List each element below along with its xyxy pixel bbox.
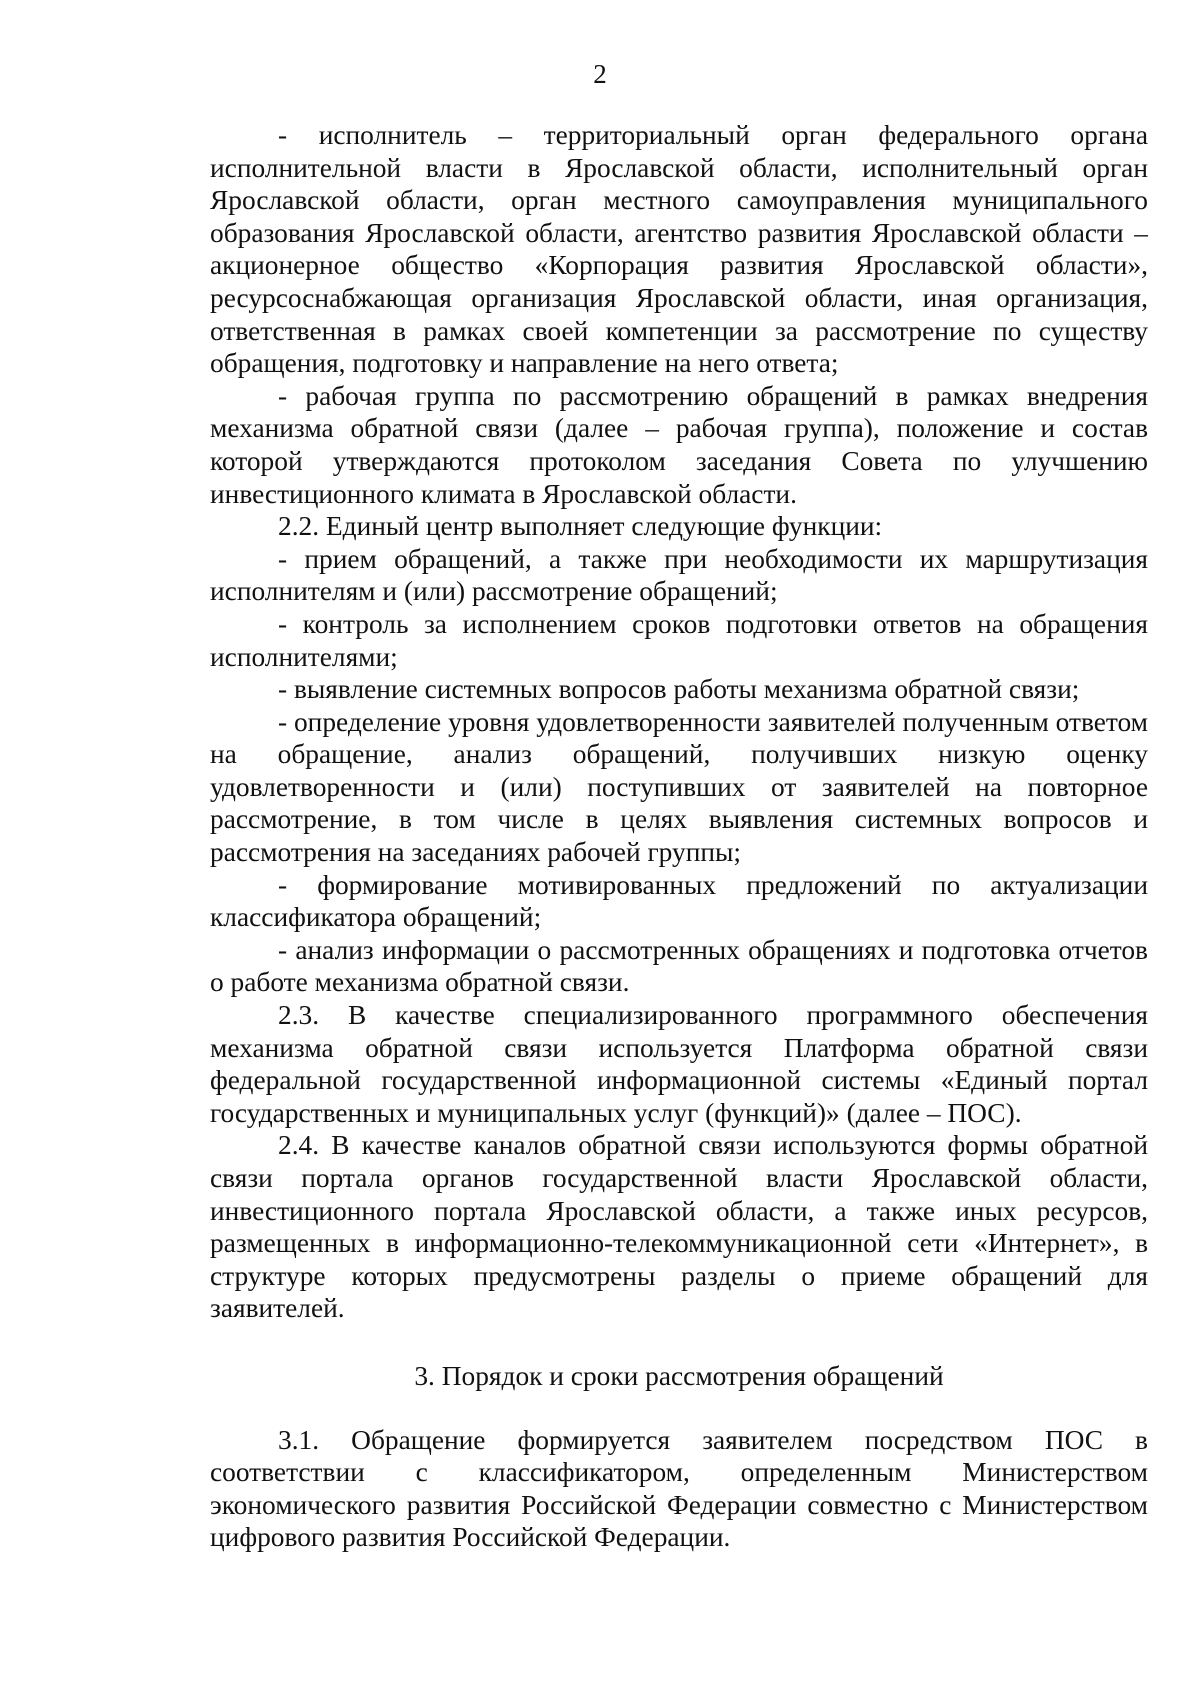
list-item-classifier-proposals: - формирование мотивированных предложений по актуализации классификатора обращений; <box>210 869 1148 933</box>
paragraph-working-group-definition: - рабочая группа по рассмотрению обращений в рамках внедрения механизма обратной связи (далее – рабочая группа), положение и состав которой утверждаются протоколом заседания Совета по улучшению инвестиционного климата в Ярославской области. <box>210 380 1148 509</box>
list-item-satisfaction-level: - определение уровня удовлетворенности заявителей полученным ответом на обращение, анализ обращений, получивших низкую оценку удовлетворенности и (или) поступивших от заявителей на повторное рассмотрение, в том числе в целях выявления системных вопросов и рассмотрения на заседаниях рабочей группы; <box>210 706 1148 868</box>
paragraph-2-2: 2.2. Единый центр выполняет следующие функции: <box>278 511 883 542</box>
document-body <box>210 119 1148 1554</box>
page-number: 2 <box>593 59 607 89</box>
list-item-receiving-appeals: - прием обращений, а также при необходимости их маршрутизация исполнителям и (или) рассмотрение обращений; <box>210 543 1148 607</box>
paragraph-3-1: 3.1. Обращение формируется заявителем посредством ПОС в соответствии с классификатором, определенным Министерством экономического развития Российской Федерации совместно с Министерством цифрового развития Российской Федерации. <box>210 1424 1148 1553</box>
list-item-systemic-issues: - выявление системных вопросов работы механизма обратной связи; <box>278 674 1080 705</box>
paragraph-2-3: 2.3. В качестве специализированного программного обеспечения механизма обратной связи используется Платформа обратной связи федеральной государственной информационной системы «Единый портал государственных и муниципальных услуг (функций)» (далее – ПОС). <box>210 1000 1148 1128</box>
list-item-analysis-reports: - анализ информации о рассмотренных обращениях и подготовка отчетов о работе механизма обратной связи. <box>210 934 1148 998</box>
list-item-deadline-control: - контроль за исполнением сроков подготовки ответов на обращения исполнителями; <box>210 608 1148 672</box>
paragraph-executor-definition: - исполнитель – территориальный орган федерального органа исполнительной власти в Ярославской области, исполнительный орган Ярославской области, орган местного самоуправления муниципального образования Ярославской области, агентство развития Ярославской области – акционерное общество «Корпорация развития Ярославской области», ресурсоснабжающая организация Ярославской области, иная организация, ответственная в рамках своей компетенции за рассмотрение по существу обращения, подготовку и направление на него ответа; <box>210 120 1148 379</box>
section-heading: 3. Порядок и сроки рассмотрения обращений <box>414 1360 944 1391</box>
paragraph-2-4: 2.4. В качестве каналов обратной связи используются формы обратной связи портала органов государственной власти Ярославской области, инвестиционного портала Ярославской области, а также иных ресурсов, размещенных в информационно-телекоммуникационной сети «Интернет», в структуре которых предусмотрены разделы о приеме обращений для заявителей. <box>210 1130 1148 1324</box>
